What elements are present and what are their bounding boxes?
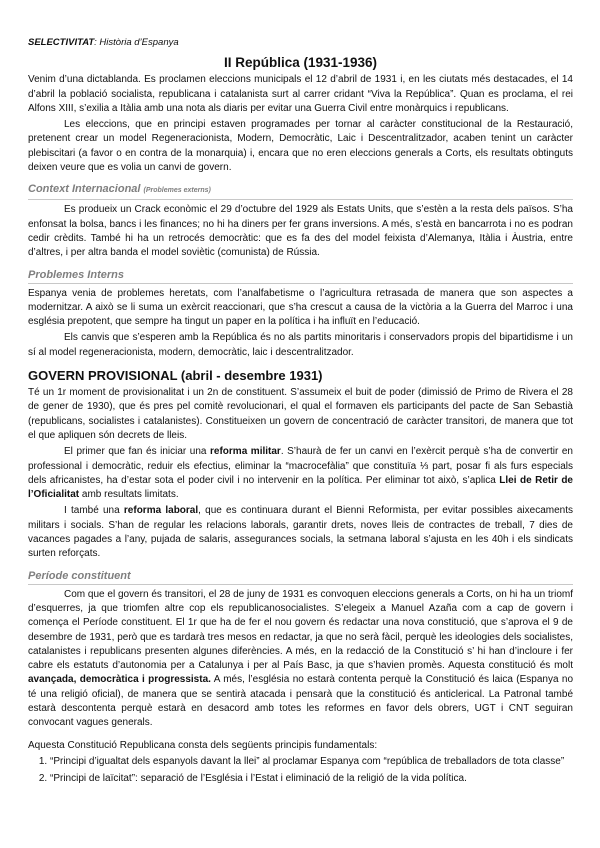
- text-run: A més, l’església no estarà contenta perquè la Constitució és laica (Espanya no té una religió oficial), de manera que se sentirà atacada i pensarà que la constitució és anticlerical. La Patronal també estarà descontenta perquè estarà en desacord amb totes les reformes en favor dels obrers, UGT i CNT seguiran convocant vagues generals.: [28, 674, 574, 729]
- context-paragraph: Es produeix un Crack econòmic el 29 d’octubre del 1929 als Estats Units, que s’estèn a la resta dels països. S’ha enfonsat la bolsa, bancs i les finances; no hi ha diners per fer grans inversions. A més, s’està en bancarrota i no es podran cedir crèdits. També hi ha un retrocés democràtic: que es fa des del model feixista d’Alemanya, Itàlia i Àustria, entre d’altres, i per altra banda el model soviètic (comunista) de Rússia.: [28, 204, 573, 259]
- section-context-note: (Problemes externs): [143, 187, 211, 195]
- principles-list: [28, 755, 573, 787]
- text-run: I també una: [64, 505, 124, 517]
- principles-intro: Aquesta Constitució Republicana consta dels següents principis fundamentals:: [28, 739, 378, 751]
- text-run: amb resultats limitats.: [79, 489, 179, 501]
- intro-paragraph-1: Venim d’una dictablanda. Es proclamen eleccions municipals el 12 d’abril de 1931 i, en les ciutats més destacades, el 14 d’abril la població socialista, republicana i catalanista surt al carrer cridant “Viva la República”. Quan es proclama, el rei Alfons XIII, s’exilia a Itàlia amb una nota als diaris per evitar una Guerra Civil entre monàrquics i republicans.: [28, 74, 573, 114]
- govern-paragraph-2: [28, 445, 573, 502]
- intro-paragraph-2: Les eleccions, que en principi estaven programades per tornar al caràcter constitucional de la Restauració, pretenent crear un model Regeneracionista, Modern, Democràtic, Laic i Descentralitzador, acaben tenint un caràcter plebiscitari (a favor o en contra de la monarquia) i, encara que no eren eleccions generals a Corts, els resultats obtinguts deixen veure que es volia un canvi de govern.: [28, 119, 573, 174]
- document-title: II República (1931-1936): [223, 55, 378, 71]
- document-page: [28, 36, 573, 789]
- internal-paragraph-1: Espanya venia de problemes heretats, com l’analfabetisme o l’agricultura retrasada de manera que son aspectes a modernitzar. A això se li suma un exèrcit reaccionari, que s’ha crescut a causa de la victòria a la Guerra del Marroc i una església prepotent, que sempre ha tingut un paper en la política i ha influït en l’educació.: [28, 287, 573, 328]
- section-internal-heading: Problemes Interns: [28, 268, 573, 284]
- text-run: , que es continuara durant el Bienni Reformista, per evitar possibles aixecaments militars i socials. S’han de regular les relacions laborals, garantir drets, noves lleis de contractes de treball, 7 dies de vacances pagades a l’any, pujada de salaris, assegurances socials, la setmana laboral s’ajusta en les 40h i els sindicats surten reforçats.: [28, 505, 574, 560]
- reforma-militar-term: reforma militar: [210, 446, 281, 458]
- header-subject: SELECTIVITAT: [28, 37, 95, 48]
- header-course: : Història d’Espanya: [94, 37, 179, 48]
- list-item: 2. “Principi de laïcitat”: separació de l’Església i l’Estat i eliminació de la religió de la vida política.: [50, 772, 573, 786]
- govern-provisional-heading: GOVERN PROVISIONAL (abril - desembre 1931): [28, 368, 323, 384]
- internal-paragraph-2: Els canvis que s’esperen amb la República és no als partits minoritaris i conservadors propis del bipartidisme i un sí al model regeneracionista, modern, democràtic, laic i descentralitzador.: [28, 332, 573, 358]
- text-run: . S’haurà de fer un canvi en l’exèrcit perquè s’ha de convertir en professional i democràtic, reduir els efectius, eliminar la “macrocefàlia” que constituïa ⅓ part, posar fi als furs especials dels africanistes, ha d’estar sota el poder civil i no intervenir en la política. Per eliminar tot això, s’aplica: [28, 446, 573, 486]
- periode-paragraph: [28, 588, 573, 731]
- section-periode-heading: Període constituent: [28, 569, 573, 585]
- text-run: El primer que fan és iniciar una: [64, 446, 211, 458]
- document-header: [28, 36, 573, 50]
- govern-paragraph-1: Té un 1r moment de provisionalitat i un 2n de constituent. S’assumeix el buit de poder (dimissió de Primo de Rivera el 28 de gener de 1930), que és pres pel comitè revolucionari, el qual el formaven els participants del pacte de San Sebastià (republicans, socialistes i catalanistes). Constitueixen un govern de concentració de caràcter transitori, de manera que tot el que apliquen són decrets de lleis.: [28, 387, 573, 441]
- constitution-qualities-term: avançada, democràtica i progressista.: [28, 674, 211, 686]
- llei-retir-term: Llei de Retir de l’Oficialitat: [28, 474, 573, 501]
- section-context-heading: [28, 182, 573, 200]
- govern-paragraph-3: [28, 504, 573, 561]
- list-item: 1. “Principi d’igualtat dels espanyols davant la llei” al proclamar Espanya com “república de treballadors de tota classe”: [50, 755, 573, 769]
- section-context-title: Context Internacional: [28, 183, 141, 196]
- reforma-laboral-term: reforma laboral: [123, 505, 199, 517]
- text-run: Com que el govern és transitori, el 28 de juny de 1931 es convoquen eleccions generals a Corts, on hi ha un triomf d’esquerres, ja que triomfen altre cop els republicanosocialistes. S’elegeix a Manuel Azaña com a cap de govern i comença el Període constituent. El 1r que ha de fer el nou govern és redactar una nova constitució, que s’aprova el 9 de desembre de 1931, però que es tardarà tres mesos en redactar, ja que no serà fàcil, perquè les ideologies dels socialistes, catalanistes i republicans presenten algunes diferències. A més, en la redacció de la Constitució s’ hi han d’incloure i fer cabre els estatuts d’autonomia per a Catalunya i per al País Basc, ja que s’havien promès. Aquesta constitució és molt: [28, 588, 573, 672]
